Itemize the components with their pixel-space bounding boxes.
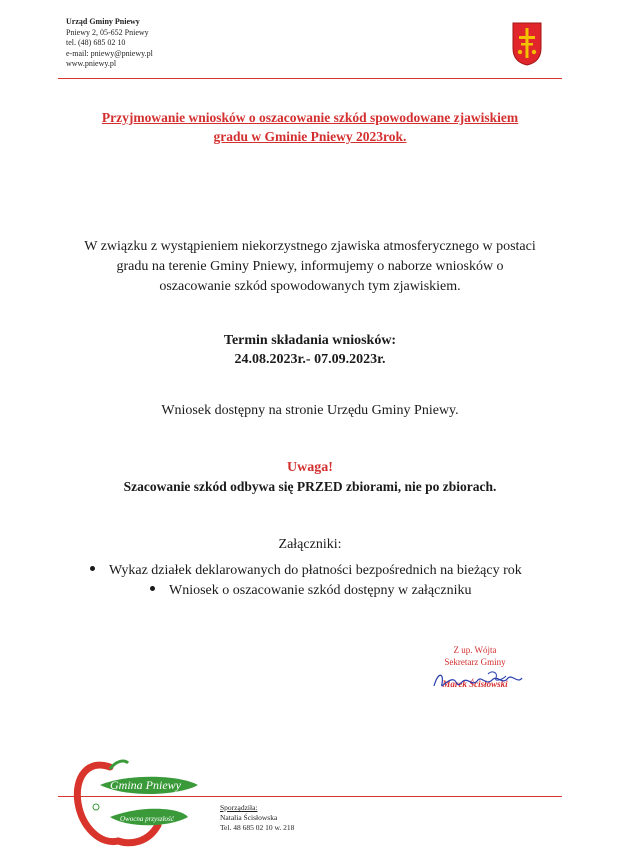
gmina-pniewy-logo-icon xyxy=(70,755,210,847)
attachment-item xyxy=(150,581,471,601)
page-title xyxy=(60,108,560,146)
notice-text: Szacowanie szkód odbywa się PRZED zbiorami, nie po zbiorach. xyxy=(123,479,497,494)
handwritten-signature-icon xyxy=(428,668,528,694)
office-address: Pniewy 2, 05-652 Pniewy xyxy=(66,27,149,37)
title-line-2: gradu w Gminie Pniewy 2023rok. xyxy=(213,129,407,144)
office-phone: tel. (48) 685 02 10 xyxy=(66,38,126,47)
bullet-icon xyxy=(150,586,155,591)
intro-line-2: gradu na terenie Gminy Pniewy, informujemy o naborze wniosków o xyxy=(116,259,504,274)
signatory-line-2: Sekretarz Gminy xyxy=(444,657,506,667)
attachments-label: Załączniki: xyxy=(278,537,342,552)
intro-line-3: oszacowanie szkód spowodowanych tym zjawiskiem. xyxy=(159,279,461,294)
deadline-label: Termin składania wniosków: xyxy=(223,333,397,348)
notice-label: Uwaga! xyxy=(287,460,333,475)
deadline-dates: 24.08.2023r.- 07.09.2023r. xyxy=(234,352,386,367)
letterhead xyxy=(66,17,153,70)
attachment-item-label: Wniosek o oszacowanie szkód dostępny w załączniku xyxy=(169,583,472,598)
office-name: Urząd Gminy Pniewy xyxy=(66,17,140,26)
office-website: www.pniewy.pl xyxy=(66,59,117,68)
coat-of-arms-icon xyxy=(512,22,542,66)
intro-line-1: W związku z wystąpieniem niekorzystnego zjawiska atmosferycznego w postaci xyxy=(84,239,536,254)
logo-name: Gmina Pniewy xyxy=(110,778,181,792)
prepared-by-block xyxy=(220,803,294,833)
attachment-item xyxy=(90,561,522,581)
attachment-item-label: Wykaz działek deklarowanych do płatności bezpośrednich na bieżący rok xyxy=(109,563,522,578)
header-divider xyxy=(58,78,562,79)
office-email: e-mail: pniewy@pniewy.pl xyxy=(66,48,153,58)
signatory-line-1: Z up. Wójta xyxy=(453,645,497,655)
prepared-phone: Tel. 48 685 02 10 w. 218 xyxy=(220,823,295,832)
intro-paragraph xyxy=(60,237,560,297)
deadline-block xyxy=(60,331,560,369)
prepared-name: Natalia Ścisłowska xyxy=(220,813,278,822)
title-line-1: Przyjmowanie wniosków o oszacowanie szkód spowodowane zjawiskiem xyxy=(101,110,519,125)
signatory-name: Marek Ścisłowski xyxy=(442,679,508,689)
logo-tagline: Owocna przyszłość xyxy=(120,815,174,823)
bullet-icon xyxy=(90,566,95,571)
availability-text: Wniosek dostępny na stronie Urzędu Gminy Pniewy. xyxy=(161,403,459,418)
prepared-label: Sporządziła: xyxy=(220,803,258,812)
